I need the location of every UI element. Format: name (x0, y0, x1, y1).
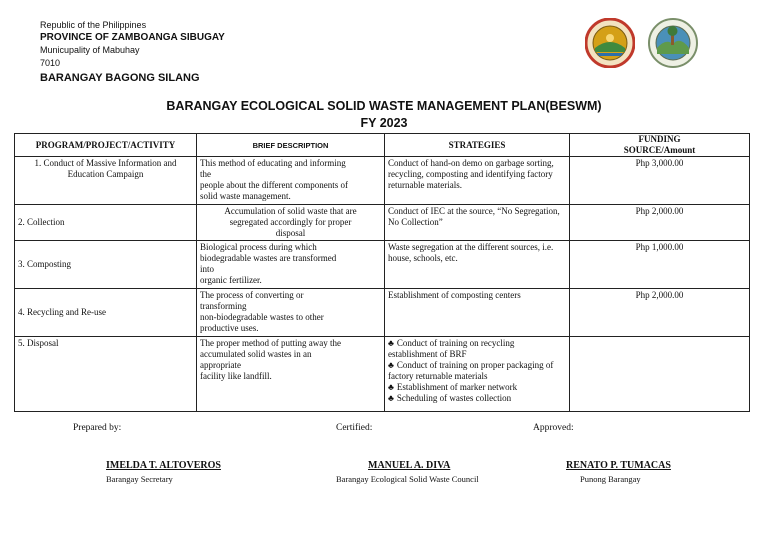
table-header-row (15, 134, 750, 157)
program-cell: 3. Composting (15, 241, 197, 289)
club-bullet-icon: ♣ (388, 338, 394, 348)
list-item: ♣ Establishment of marker network (388, 382, 518, 392)
approved-label: Approved: (533, 423, 574, 433)
description-cell: This method of educating and informing the people about the different components of solid waste management. (197, 157, 385, 205)
fiscal-year: FY 2023 (360, 116, 408, 130)
strategy-cell: Establishment of composting centers (385, 289, 570, 337)
beswm-plan-table (14, 133, 750, 412)
approved-position: Punong Barangay (580, 474, 641, 484)
table-row (15, 157, 750, 205)
strategy-cell: Conduct of hand-on demo on garbage sorting, recycling, composting and identifying factory returnable materials. (385, 157, 570, 205)
col-header-description: BRIEF DESCRIPTION (197, 134, 385, 157)
strategy-cell (385, 337, 570, 412)
strategy-list (388, 338, 566, 404)
list-item: ♣ Conduct of training on proper packaging of factory returnable materials (388, 360, 554, 381)
certified-position: Barangay Ecological Solid Waste Council (336, 474, 479, 484)
republic-line: Republic of the Philippines (40, 20, 147, 30)
funding-cell: Php 2,000.00 (570, 205, 750, 241)
col-header-funding: FUNDING SOURCE/Amount (570, 134, 750, 157)
list-item: ♣ Scheduling of wastes collection (388, 393, 512, 403)
barangay-line: BARANGAY BAGONG SILANG (40, 72, 200, 84)
municipality-line: Municupality of Mabuhay (40, 45, 140, 55)
description-cell: Biological process during which biodegradable wastes are transformed into organic fertilizer. (197, 241, 385, 289)
prepared-by-position: Barangay Secretary (106, 474, 173, 484)
prepared-by-label: Prepared by: (73, 423, 122, 433)
approved-name: RENATO P. TUMACAS (566, 460, 671, 471)
description-cell: The process of converting or transforming non-biodegradable wastes to other productive uses. (197, 289, 385, 337)
strategy-cell: Conduct of IEC at the source, “No Segregation, No Collection” (385, 205, 570, 241)
certified-name: MANUEL A. DIVA (368, 460, 451, 471)
description-cell: The proper method of putting away the accumulated solid wastes in an appropriate facility like landfill. (197, 337, 385, 412)
barangay-seal-icon (648, 18, 698, 68)
table-row (15, 337, 750, 412)
program-cell: 4. Recycling and Re-use (15, 289, 197, 337)
description-cell: Accumulation of solid waste that are segregated accordingly for proper disposal (197, 205, 385, 241)
province-line: PROVINCE OF ZAMBOANGA SIBUGAY (40, 31, 225, 43)
table-row (15, 241, 750, 289)
program-cell: 2. Collection (15, 205, 197, 241)
col-header-program: PROGRAM/PROJECT/ACTIVITY (15, 134, 197, 157)
funding-cell: Php 1,000.00 (570, 241, 750, 289)
document-title: BARANGAY ECOLOGICAL SOLID WASTE MANAGEMENT PLAN(BESWM) (166, 99, 602, 113)
program-cell: 5. Disposal (15, 337, 197, 412)
program-cell: 1. Conduct of Massive Information and Education Campaign (15, 157, 197, 205)
table-row (15, 289, 750, 337)
prepared-by-name: IMELDA T. ALTOVEROS (106, 460, 221, 471)
club-bullet-icon: ♣ (388, 382, 394, 392)
club-bullet-icon: ♣ (388, 393, 394, 403)
table-row (15, 205, 750, 241)
funding-cell: Php 3,000.00 (570, 157, 750, 205)
letterhead (40, 19, 225, 85)
club-bullet-icon: ♣ (388, 360, 394, 370)
col-header-strategies: STRATEGIES (385, 134, 570, 157)
certified-label: Certified: (336, 423, 373, 433)
zip-line: 7010 (40, 57, 61, 68)
funding-cell: Php 2,000.00 (570, 289, 750, 337)
strategy-cell: Waste segregation at the different sources, i.e. house, schools, etc. (385, 241, 570, 289)
funding-cell (570, 337, 750, 412)
municipal-seal-icon (585, 18, 635, 68)
list-item: ♣ Conduct of training on recycling establishment of BRF (388, 338, 515, 359)
